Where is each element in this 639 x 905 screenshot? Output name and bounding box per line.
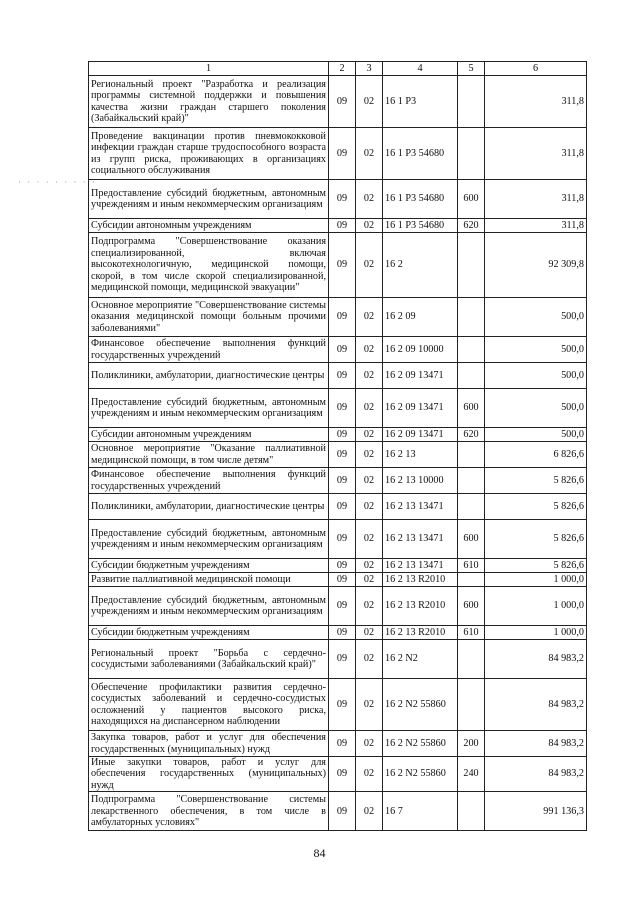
- row-amount: 1 000,0: [485, 573, 587, 587]
- row-name: Поликлиники, амбулатории, диагностические центры: [89, 363, 329, 389]
- row-section: 09: [329, 298, 356, 337]
- row-amount: 92 309,8: [485, 233, 587, 298]
- row-subsection: 02: [356, 76, 383, 128]
- row-expense-type: 620: [458, 219, 485, 233]
- row-expense-type: [458, 792, 485, 831]
- row-amount: 5 826,6: [485, 520, 587, 559]
- table-row: [89, 626, 587, 640]
- row-amount: 500,0: [485, 337, 587, 363]
- header-col-5: 5: [458, 62, 485, 76]
- row-target-code: 16 2 N2: [383, 640, 458, 679]
- table-row: [89, 731, 587, 757]
- row-name: Основное мероприятие "Совершенствование системы оказания медицинской помощи больным прочими заболеваниями": [89, 298, 329, 337]
- row-name: Региональный проект "Борьба с сердечно-сосудистыми заболеваниями (Забайкальский край)": [89, 640, 329, 679]
- row-target-code: 16 2 09: [383, 298, 458, 337]
- row-expense-type: 240: [458, 757, 485, 792]
- row-name: Субсидии автономным учреждениям: [89, 428, 329, 442]
- row-section: 09: [329, 389, 356, 428]
- row-target-code: 16 2 N2 55860: [383, 757, 458, 792]
- row-section: 09: [329, 468, 356, 494]
- table-row: [89, 233, 587, 298]
- row-target-code: 16 1 P3 54680: [383, 128, 458, 180]
- row-expense-type: 600: [458, 520, 485, 559]
- table-row: [89, 679, 587, 731]
- row-subsection: 02: [356, 792, 383, 831]
- header-col-1: 1: [89, 62, 329, 76]
- row-expense-type: [458, 298, 485, 337]
- row-section: 09: [329, 559, 356, 573]
- row-subsection: 02: [356, 337, 383, 363]
- row-target-code: 16 2 N2 55860: [383, 679, 458, 731]
- row-expense-type: [458, 128, 485, 180]
- row-section: 09: [329, 573, 356, 587]
- row-target-code: 16 1 P3: [383, 76, 458, 128]
- row-section: 09: [329, 337, 356, 363]
- row-name: Предоставление субсидий бюджетным, автономным учреждениям и иным некоммерческим организациям: [89, 180, 329, 219]
- page-number: 84: [313, 846, 326, 860]
- row-amount: 84 983,2: [485, 640, 587, 679]
- row-amount: 84 983,2: [485, 679, 587, 731]
- header-col-4: 4: [383, 62, 458, 76]
- table-header-row: [89, 62, 587, 76]
- row-target-code: 16 2 13 13471: [383, 494, 458, 520]
- table-row: [89, 573, 587, 587]
- row-amount: 500,0: [485, 428, 587, 442]
- row-target-code: 16 2 09 13471: [383, 389, 458, 428]
- row-subsection: 02: [356, 128, 383, 180]
- row-section: 09: [329, 233, 356, 298]
- row-name: Предоставление субсидий бюджетным, автономным учреждениям и иным некоммерческим организациям: [89, 587, 329, 626]
- row-section: 09: [329, 679, 356, 731]
- row-subsection: 02: [356, 679, 383, 731]
- row-subsection: 02: [356, 640, 383, 679]
- row-name: Финансовое обеспечение выполнения функций государственных учреждений: [89, 468, 329, 494]
- row-name: Финансовое обеспечение выполнения функций государственных учреждений: [89, 337, 329, 363]
- row-target-code: 16 2 13 10000: [383, 468, 458, 494]
- table-body: [89, 76, 587, 831]
- row-subsection: 02: [356, 428, 383, 442]
- row-expense-type: [458, 76, 485, 128]
- row-target-code: 16 2 09 10000: [383, 337, 458, 363]
- row-name: Иные закупки товаров, работ и услуг для обеспечения государственных (муниципальных) нужд: [89, 757, 329, 792]
- row-amount: 311,8: [485, 180, 587, 219]
- row-target-code: 16 2 13 R2010: [383, 573, 458, 587]
- row-target-code: 16 7: [383, 792, 458, 831]
- margin-artifact: · · · · · · · · ·: [18, 177, 97, 187]
- row-name: Подпрограмма "Совершенствование оказания специализированной, включая высокотехнологичную, медицинской помощи, скорой, в том числе скорой специализированной, медицинской помощи, медицинской эвакуации": [89, 233, 329, 298]
- row-section: 09: [329, 731, 356, 757]
- row-expense-type: [458, 468, 485, 494]
- table-row: [89, 559, 587, 573]
- row-name: Субсидии бюджетным учреждениям: [89, 626, 329, 640]
- row-subsection: 02: [356, 559, 383, 573]
- row-target-code: 16 2 09 13471: [383, 363, 458, 389]
- row-section: 09: [329, 792, 356, 831]
- row-subsection: 02: [356, 298, 383, 337]
- row-section: 09: [329, 428, 356, 442]
- row-section: 09: [329, 76, 356, 128]
- row-name: Субсидии автономным учреждениям: [89, 219, 329, 233]
- table-row: [89, 792, 587, 831]
- row-expense-type: 600: [458, 180, 485, 219]
- row-amount: 991 136,3: [485, 792, 587, 831]
- row-section: 09: [329, 494, 356, 520]
- row-section: 09: [329, 180, 356, 219]
- row-name: Предоставление субсидий бюджетным, автономным учреждениям и иным некоммерческим организациям: [89, 520, 329, 559]
- table-row: [89, 428, 587, 442]
- header-col-3: 3: [356, 62, 383, 76]
- row-target-code: 16 2 13 13471: [383, 559, 458, 573]
- row-subsection: 02: [356, 494, 383, 520]
- row-subsection: 02: [356, 389, 383, 428]
- table-row: [89, 640, 587, 679]
- table-row: [89, 298, 587, 337]
- row-name: Субсидии бюджетным учреждениям: [89, 559, 329, 573]
- table-row: [89, 76, 587, 128]
- row-expense-type: 610: [458, 559, 485, 573]
- row-amount: 84 983,2: [485, 757, 587, 792]
- row-amount: 6 826,6: [485, 442, 587, 468]
- row-subsection: 02: [356, 233, 383, 298]
- table-row: [89, 128, 587, 180]
- row-amount: 5 826,6: [485, 468, 587, 494]
- row-subsection: 02: [356, 573, 383, 587]
- table-row: [89, 363, 587, 389]
- row-amount: 84 983,2: [485, 731, 587, 757]
- row-amount: 5 826,6: [485, 494, 587, 520]
- row-name: Основное мероприятие "Оказание паллиативной медицинской помощи, в том числе детям": [89, 442, 329, 468]
- row-expense-type: [458, 679, 485, 731]
- row-expense-type: [458, 233, 485, 298]
- row-amount: 1 000,0: [485, 626, 587, 640]
- row-target-code: 16 2 13: [383, 442, 458, 468]
- row-target-code: 16 2 N2 55860: [383, 731, 458, 757]
- row-subsection: 02: [356, 757, 383, 792]
- row-expense-type: [458, 573, 485, 587]
- table-row: [89, 337, 587, 363]
- row-amount: 500,0: [485, 363, 587, 389]
- row-expense-type: 610: [458, 626, 485, 640]
- row-target-code: 16 2 09 13471: [383, 428, 458, 442]
- row-target-code: 16 2 13 R2010: [383, 626, 458, 640]
- row-subsection: 02: [356, 731, 383, 757]
- row-amount: 500,0: [485, 389, 587, 428]
- row-section: 09: [329, 219, 356, 233]
- table-row: [89, 494, 587, 520]
- table-row: [89, 219, 587, 233]
- row-amount: 311,8: [485, 219, 587, 233]
- row-expense-type: [458, 363, 485, 389]
- row-target-code: 16 1 P3 54680: [383, 180, 458, 219]
- row-section: 09: [329, 442, 356, 468]
- row-target-code: 16 1 P3 54680: [383, 219, 458, 233]
- row-target-code: 16 2 13 13471: [383, 520, 458, 559]
- row-subsection: 02: [356, 520, 383, 559]
- row-subsection: 02: [356, 180, 383, 219]
- table-row: [89, 587, 587, 626]
- row-subsection: 02: [356, 363, 383, 389]
- row-name: Проведение вакцинации против пневмококковой инфекции граждан старше трудоспособного возраста из групп риска, проживающих в организациях социального обслуживания: [89, 128, 329, 180]
- row-subsection: 02: [356, 626, 383, 640]
- row-subsection: 02: [356, 587, 383, 626]
- row-section: 09: [329, 640, 356, 679]
- row-subsection: 02: [356, 219, 383, 233]
- table-row: [89, 180, 587, 219]
- row-target-code: 16 2 13 R2010: [383, 587, 458, 626]
- row-name: Региональный проект "Разработка и реализация программы системной поддержки и повышения качества жизни граждан старшего поколения (Забайкальский край)": [89, 76, 329, 128]
- row-expense-type: [458, 494, 485, 520]
- row-name: Подпрограмма "Совершенствование системы лекарственного обеспечения, в том числе в амбулаторных условиях": [89, 792, 329, 831]
- row-section: 09: [329, 520, 356, 559]
- row-name: Предоставление субсидий бюджетным, автономным учреждениям и иным некоммерческим организациям: [89, 389, 329, 428]
- table-row: [89, 520, 587, 559]
- header-col-6: 6: [485, 62, 587, 76]
- row-name: Поликлиники, амбулатории, диагностические центры: [89, 494, 329, 520]
- row-amount: 311,8: [485, 76, 587, 128]
- row-expense-type: 600: [458, 389, 485, 428]
- row-amount: 5 826,6: [485, 559, 587, 573]
- row-expense-type: 200: [458, 731, 485, 757]
- row-subsection: 02: [356, 442, 383, 468]
- row-name: Закупка товаров, работ и услуг для обеспечения государственных (муниципальных) нужд: [89, 731, 329, 757]
- table-row: [89, 442, 587, 468]
- row-expense-type: [458, 640, 485, 679]
- row-expense-type: [458, 442, 485, 468]
- table-row: [89, 757, 587, 792]
- row-amount: 500,0: [485, 298, 587, 337]
- row-target-code: 16 2: [383, 233, 458, 298]
- row-expense-type: [458, 337, 485, 363]
- row-section: 09: [329, 587, 356, 626]
- row-section: 09: [329, 626, 356, 640]
- row-section: 09: [329, 363, 356, 389]
- table-row: [89, 389, 587, 428]
- row-amount: 311,8: [485, 128, 587, 180]
- row-section: 09: [329, 757, 356, 792]
- row-name: Обеспечение профилактики развития сердечно-сосудистых заболеваний и сердечно-сосудистых осложнений у пациентов высокого риска, находящихся на диспансерном наблюдении: [89, 679, 329, 731]
- row-expense-type: 620: [458, 428, 485, 442]
- header-col-2: 2: [329, 62, 356, 76]
- row-section: 09: [329, 128, 356, 180]
- table-row: [89, 468, 587, 494]
- row-amount: 1 000,0: [485, 587, 587, 626]
- row-subsection: 02: [356, 468, 383, 494]
- row-expense-type: 600: [458, 587, 485, 626]
- budget-table: [88, 61, 587, 831]
- row-name: Развитие паллиативной медицинской помощи: [89, 573, 329, 587]
